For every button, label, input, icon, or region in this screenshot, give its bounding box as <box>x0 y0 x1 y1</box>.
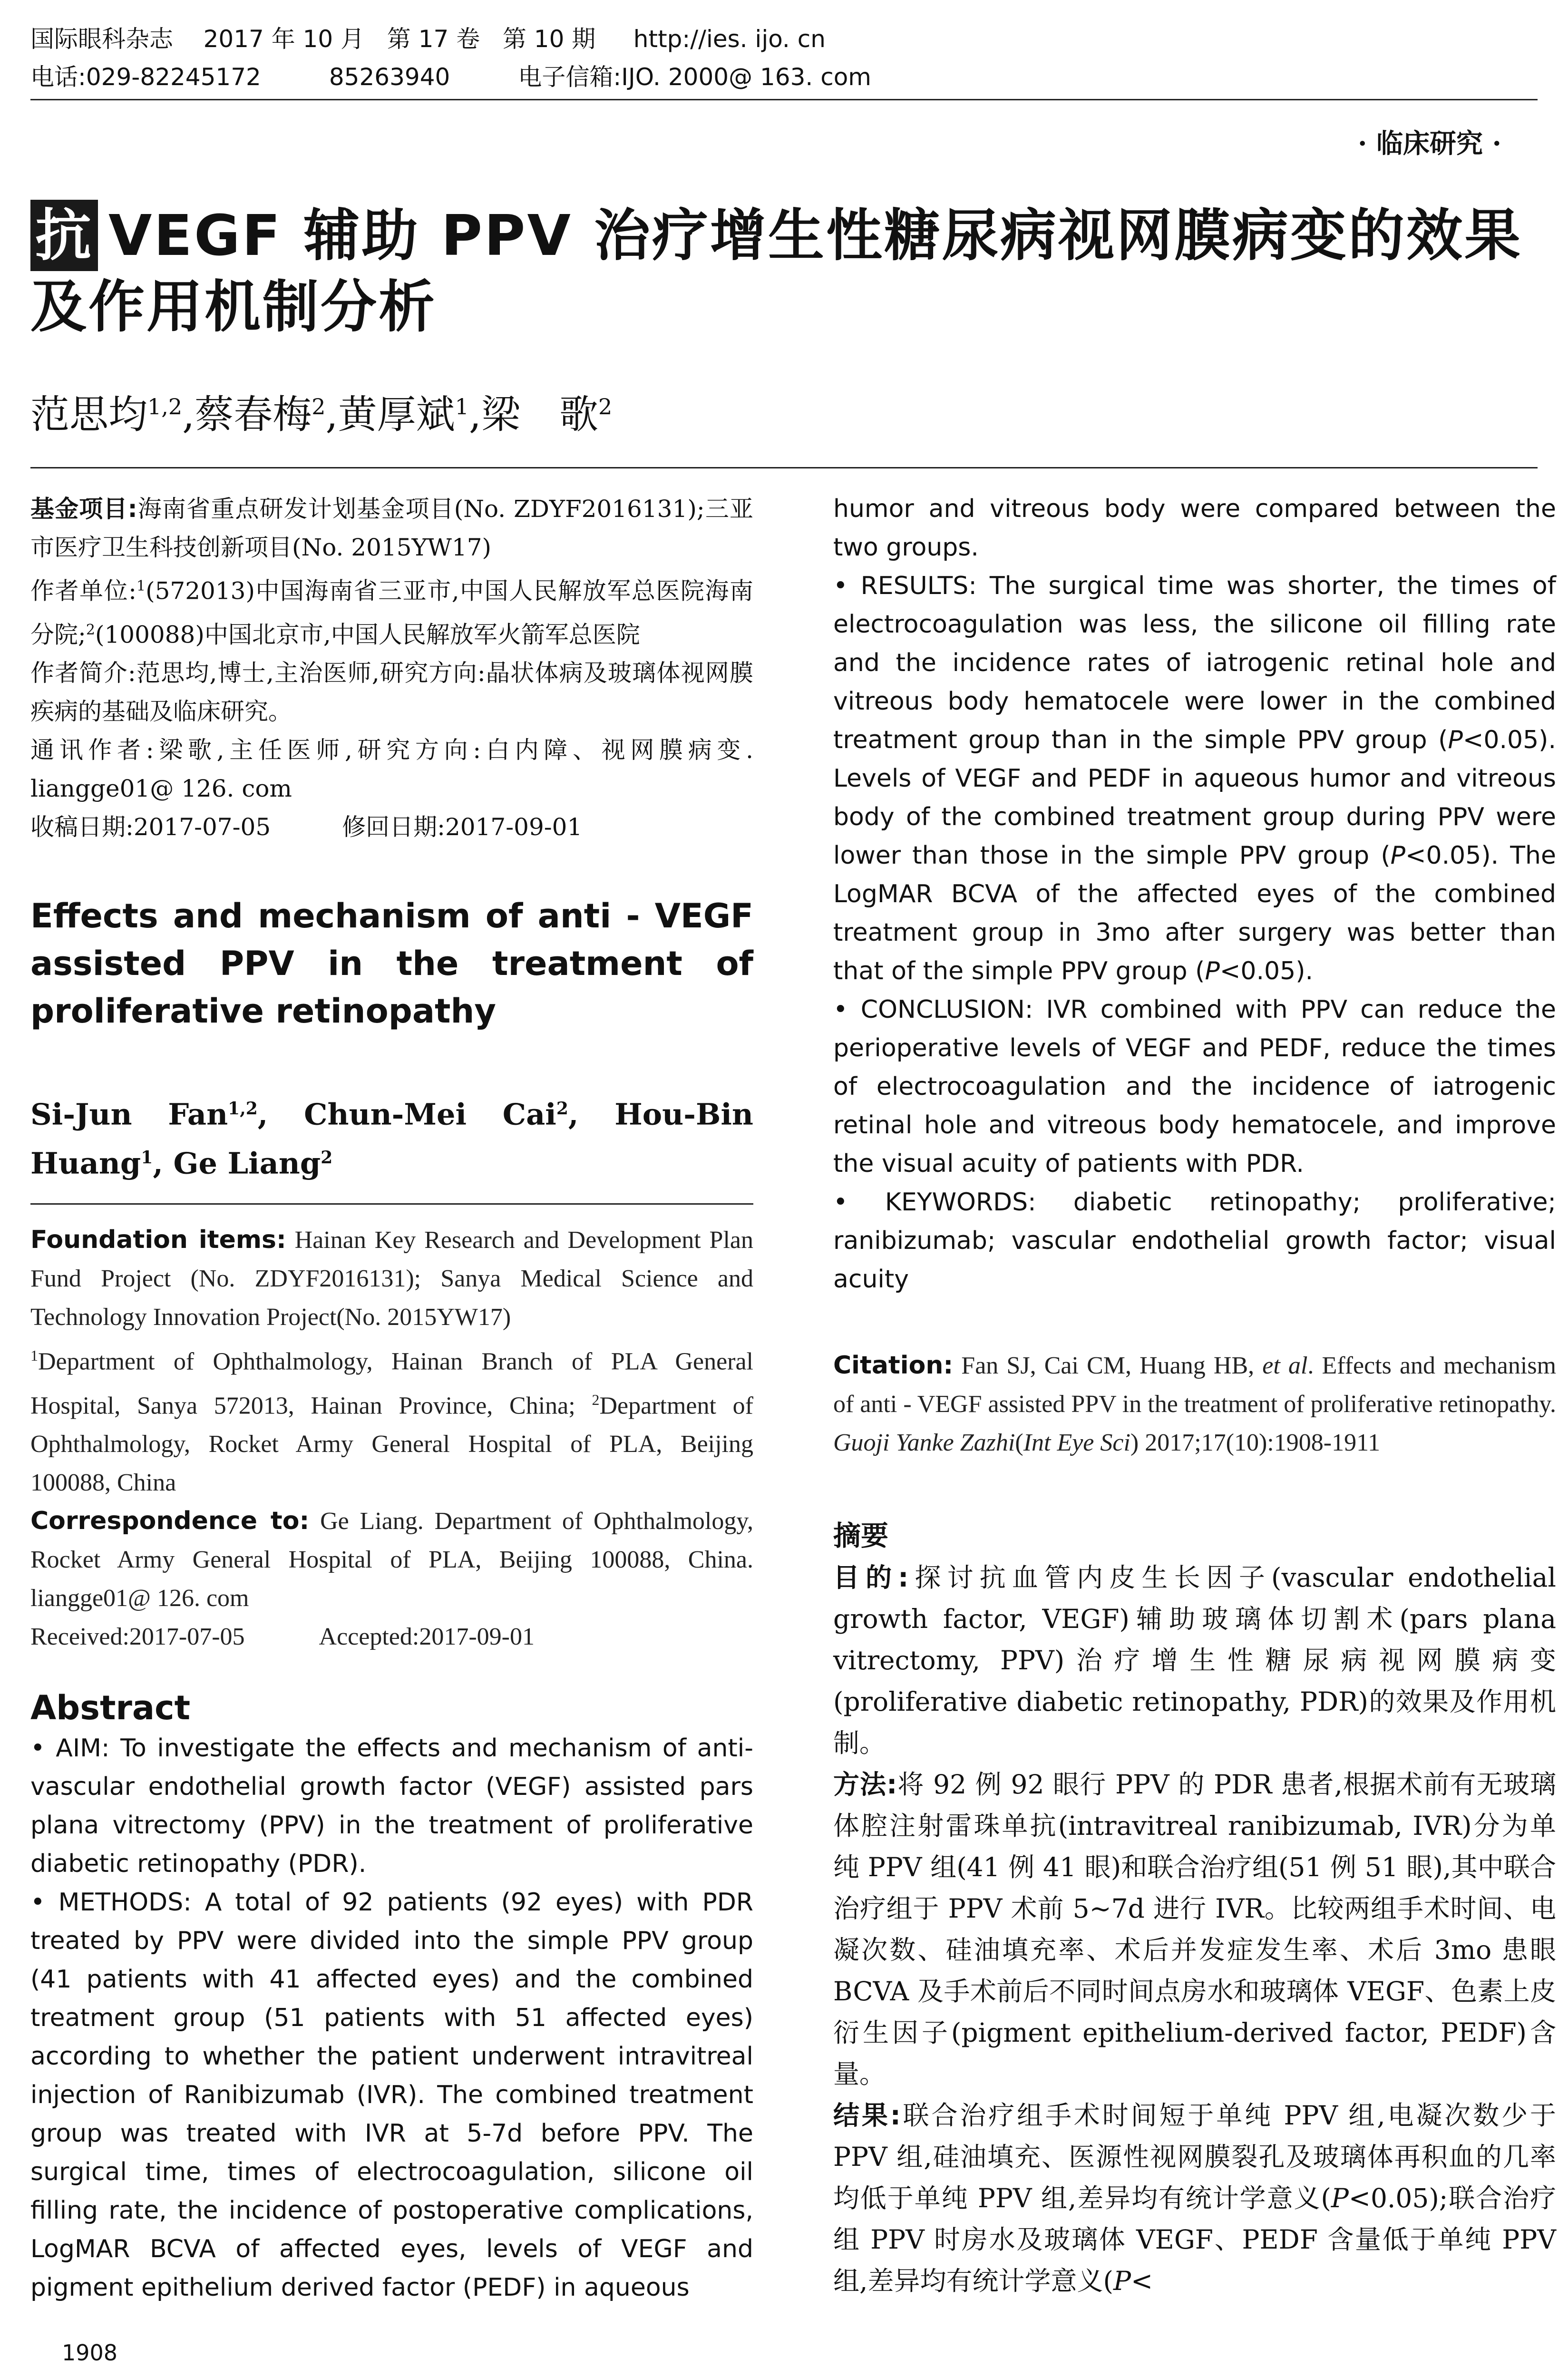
affiliation-sup: 2 <box>86 621 95 638</box>
departments <box>30 1336 753 1502</box>
cn-results-text: 联合治疗组手术时间短于单纯 PPV 组,电凝次数少于 PPV 组,硅油填充、医源性视网膜裂孔及玻璃体再积血的几率均低于单纯 PPV 组,差异均有统计学意义( <box>833 2100 1557 2213</box>
authors-english: Si-Jun Fan$^{1,2}$, Chun-Mei Cai$^2$, Hou-Bin Huang$^1$, Ge Liang$^2$ <box>30 1097 753 1181</box>
citation-journal-en: Int Eye Sci <box>1023 1429 1130 1456</box>
corr-label: 通讯作者: <box>30 736 154 764</box>
results-text: <0.05). The LogMAR BCVA of the affected eyes of the combined treatment group in 3mo after surgery was better than that of the simple PPV group ( <box>833 841 1556 985</box>
affiliation-sup: 2 <box>312 394 326 419</box>
revised-date: 2017-09-01 <box>445 813 583 841</box>
en-dates <box>30 1617 753 1656</box>
received-label: 收稿日期: <box>30 813 134 841</box>
cn-aim-label: 目的: <box>833 1562 909 1593</box>
citation-text: Fan SJ, Cai CM, Huang HB, <box>961 1352 1263 1379</box>
unit-label: 作者单位: <box>30 577 136 605</box>
en-metadata <box>30 1221 753 1656</box>
affiliation-sup: 2 <box>321 1147 333 1168</box>
cn-results-text: < <box>1130 2266 1153 2296</box>
cn-abstract-aim <box>833 1557 1556 1764</box>
en-authors-rule <box>30 1203 753 1205</box>
abstract-methods-continued: humor and vitreous body were compared between the two groups. <box>833 495 1556 562</box>
dates <box>30 808 753 847</box>
unit-text: (572013)中国海南省三亚市,中国人民解放军总医院海南分院; <box>30 577 753 649</box>
cn-aim-text: 探讨抗血管内皮生长因子(vascular endothelial growth factor, VEGF)辅助玻璃体切割术(pars plana vitrectomy, PPV)治疗增生性糖尿病视网膜病变(proliferative diabetic retinopathy, PDR)的效果及作用机制。 <box>833 1562 1556 1758</box>
affiliation-sup: 1 <box>30 1346 38 1364</box>
author-name: Ge Liang <box>173 1146 321 1181</box>
affiliation-sup: 2 <box>556 1099 568 1119</box>
citation-text: ) 2017;17(10):1908-1911 <box>1130 1429 1381 1456</box>
header-rule <box>30 99 1538 100</box>
affiliation-sup: 1 <box>136 578 146 594</box>
english-title: Effects and mechanism of anti - VEGF assisted PPV in the treatment of proliferative retinopathy <box>30 896 753 1031</box>
affiliation-sup: 1 <box>455 394 469 419</box>
dept-text: Department of Ophthalmology, Rocket Army General Hospital of PLA, Beijing 100088, China <box>30 1392 753 1497</box>
affiliation-sup: 1,2 <box>228 1099 258 1119</box>
author-name: Si-Jun Fan <box>30 1097 228 1132</box>
page-number: 1908 <box>62 2340 118 2366</box>
cn-results-text: <0.05);联合治疗组 PPV 时房水及玻璃体 VEGF、PEDF 含量低于单纯 PPV 组,差异均有统计学意义( <box>833 2183 1556 2296</box>
foundation-text: Hainan Key Research and Development Plan Fund Project (No. ZDYF2016131); Sanya Medical Science and Technology Innovation Project(No. 2015YW17) <box>30 1226 754 1331</box>
abstract-methods: • METHODS: A total of 92 patients (92 eyes) with PDR treated by PPV were divided into the simple PPV group (41 patients with 41 affected eyes) and the combined treatment group (51 patients with 51 affected eyes) according to whether the patient underwent intravitreal injection of Ranibizumab (IVR). The combined treatment group was treated with IVR at 5-7d before PPV. The surgical time, times of electrocoagulation, silicone oil filling rate, the incidence of postoperative complications, LogMAR BCVA of affected eyes, levels of VEGF and pigment epithelium derived factor (PEDF) in aqueous <box>30 1888 753 2302</box>
bio-label: 作者简介: <box>30 659 136 687</box>
p-value-symbol: P <box>1113 2266 1131 2296</box>
authors-chinese: 范思均$^{1,2}$,蔡春梅$^2$,黄厚斌$^1$,梁 歌$^2$ <box>30 392 613 438</box>
cn-results-label: 结果: <box>833 2100 901 2131</box>
accepted-date: 2017-09-01 <box>419 1623 535 1651</box>
fund-text: 海南省重点研发计划基金项目(No. ZDYF2016131);三亚市医疗卫生科技创新项目(No. 2015YW17) <box>30 495 753 561</box>
results-text: <0.05). <box>1219 957 1314 985</box>
cn-methods-label: 方法: <box>833 1769 897 1800</box>
author-name: 范思均 <box>30 392 148 438</box>
author-name: Chun-Mei Cai <box>304 1097 556 1132</box>
fund-info <box>30 490 753 567</box>
received-label: Received: <box>30 1623 129 1651</box>
author-bio <box>30 654 753 731</box>
affiliation-sup: 1,2 <box>147 394 183 419</box>
p-value-symbol: P <box>1331 2183 1349 2213</box>
citation-text: ( <box>1015 1429 1023 1456</box>
citation-journal: Guoji Yanke Zazhi <box>833 1429 1015 1456</box>
bio-text: 范思均,博士,主治医师,研究方向:晶状体病及玻璃体视网膜疾病的基础及临床研究。 <box>30 659 753 726</box>
citation-etal: et al <box>1262 1352 1308 1379</box>
cn-abstract-heading: 摘要 <box>833 1520 889 1552</box>
foundation-label: Foundation items: <box>30 1225 286 1254</box>
revised-label: 修回日期: <box>342 813 445 841</box>
author-unit <box>30 567 753 654</box>
cn-abstract-results <box>833 2095 1556 2302</box>
foundation-items <box>30 1221 753 1336</box>
received-date: 2017-07-05 <box>129 1623 245 1651</box>
accepted-label: Accepted: <box>319 1623 419 1651</box>
citation-text: . Effects and mechanism of anti - VEGF assisted PPV in the treatment of proliferative retinopathy. <box>833 1352 1557 1418</box>
journal-header-line-2: 电话:029-82245172 85263940 电子信箱:IJO. 2000@ 163. com <box>30 63 871 91</box>
results-text: <0.05). Levels of VEGF and PEDF in aqueous humor and vitreous body of the combined treatment group during PPV were lower than those in the simple PPV group ( <box>833 726 1556 870</box>
results-text: • RESULTS: The surgical time was shorter, the times of electrocoagulation was less, the silicone oil filling rate and the incidence rates of iatrogenic retinal hole and vitreous body hematocele were lower in the combined treatment group than in the simple PPV group ( <box>833 572 1556 754</box>
citation <box>833 1346 1556 1462</box>
p-value-symbol: P <box>1390 841 1405 870</box>
affiliation-sup: 2 <box>592 1391 600 1408</box>
corresponding-author <box>30 731 753 808</box>
citation-label: Citation: <box>833 1351 954 1380</box>
dept-text: Department of Ophthalmology, Hainan Branch of PLA General Hospital, Sanya 572013, Hainan Province, China; <box>30 1347 753 1420</box>
abstract-keywords: • KEYWORDS: diabetic retinopathy; proliferative; ranibizumab; vascular endothelial growth factor; visual acuity <box>833 1188 1556 1294</box>
received-date: 2017-07-05 <box>133 813 271 841</box>
affiliation-sup: 2 <box>598 394 613 419</box>
correspondence-label: Correspondence to: <box>30 1507 310 1536</box>
authors-rule <box>30 467 1538 468</box>
author-name: Hou-Bin Huang <box>30 1097 753 1181</box>
correspondence <box>30 1502 753 1617</box>
cn-abstract-methods <box>833 1764 1556 2095</box>
fund-label: 基金项目: <box>30 495 137 523</box>
journal-header-line-1: 国际眼科杂志 2017 年 10 月 第 17 卷 第 10 期 http://ies. ijo. cn <box>30 25 826 53</box>
abstract-aim: • AIM: To investigate the effects and mechanism of anti-vascular endothelial growth factor (VEGF) assisted pars plana vitrectomy (PPV) in the treatment of proliferative diabetic retinopathy (PDR). <box>30 1734 753 1879</box>
right-column <box>833 490 1556 2302</box>
cn-methods-text: 将 92 例 92 眼行 PPV 的 PDR 患者,根据术前有无玻璃体腔注射雷珠单抗(intravitreal ranibizumab, IVR)分为单纯 PPV 组(41 例 41 眼)和联合治疗组(51 例 51 眼),其中联合治疗组于 PPV 术前 5~7d 进行 IVR。比较两组手术时间、电凝次数、硅油填充率、术后并发症发生率、术后 3mo 患眼 BCVA 及手术前后不同时间点房水和玻璃体 VEGF、色素上皮衍生因子(pigment epithelium-derived factor, PEDF)含量。 <box>833 1769 1556 2089</box>
corr-text: 梁歌,主任医师,研究方向:白内障、视网膜病变. liangge01@ 126. com <box>30 736 753 803</box>
affiliation-sup: 1 <box>141 1147 153 1168</box>
abstract-results <box>833 567 1556 991</box>
author-name: 梁 歌 <box>481 392 599 438</box>
correspondence-text: Ge Liang. Department of Ophthalmology, Rocket Army General Hospital of PLA, Beijing 100088, China. liangge01@ 126. com <box>30 1508 753 1612</box>
title-badge: 抗 <box>30 200 98 271</box>
cn-metadata <box>30 490 753 847</box>
author-name: 黄厚斌 <box>338 392 455 438</box>
p-value-symbol: P <box>1448 726 1463 754</box>
p-value-symbol: P <box>1205 957 1220 985</box>
abstract-heading: Abstract <box>30 1688 191 1728</box>
author-name: 蔡春梅 <box>195 392 312 438</box>
title-text: VEGF 辅助 PPV 治疗增生性糖尿病视网膜病变的效果及作用机制分析 <box>30 203 1522 340</box>
left-column <box>30 490 753 2307</box>
abstract-conclusion: • CONCLUSION: IVR combined with PPV can reduce the perioperative levels of VEGF and PEDF, reduce the times of electrocoagulation and the incidence of iatrogenic retinal hole and vitreous body hematocele, and improve the visual acuity of patients with PDR. <box>833 995 1556 1178</box>
unit-text: (100088)中国北京市,中国人民解放军火箭军总医院 <box>95 621 640 649</box>
article-title <box>30 200 1538 342</box>
section-tag: · 临床研究 · <box>1358 128 1501 159</box>
